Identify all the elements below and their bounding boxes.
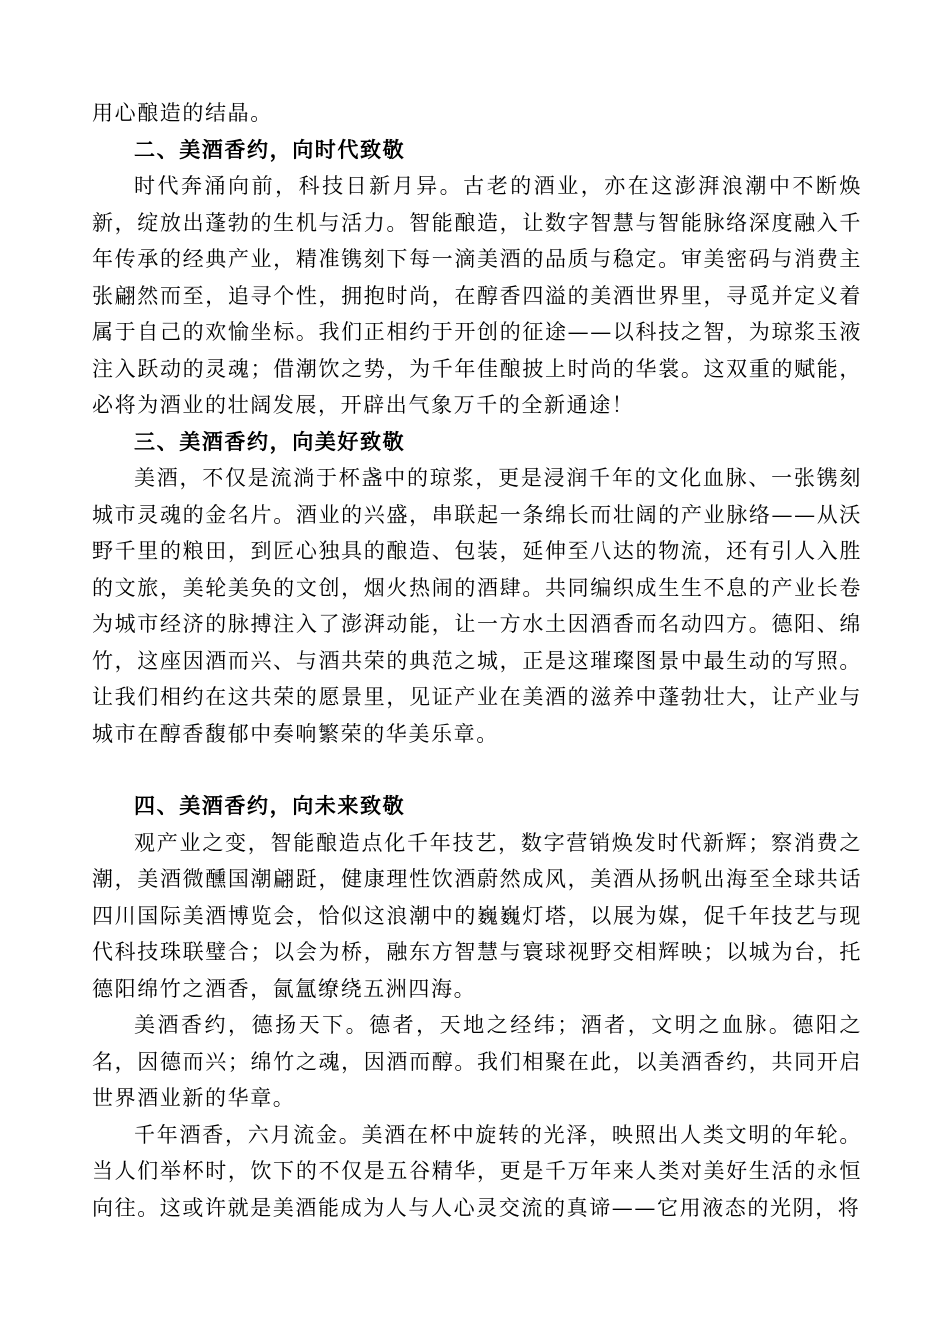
section-2-paragraph: 时代奔涌向前，科技日新月异。古老的酒业，亦在这澎湃浪潮中不断焕新，绽放出蓬勃的生机与活力。智能酿造，让数字智慧与智能脉络深度融入千年传承的经典产业，精准镌刻下每一滴美酒的品质与稳定。审美密码与消费主张翩然而至，追寻个性，拥抱时尚，在醇香四溢的美酒世界里，寻觅并定义着属于自己的欢愉坐标。我们正相约于开创的征途——以科技之智，为琼浆玉液注入跃动的灵魂；借潮饮之势，为千年佳酿披上时尚的华裳。这双重的赋能，必将为酒业的壮阔发展，开辟出气象万千的全新通途！ bbox=[92, 174, 862, 417]
document-body bbox=[92, 95, 862, 1226]
section-4-heading: 四、美酒香约，向未来致敬 bbox=[134, 794, 406, 818]
section-4-paragraph-1: 观产业之变，智能酿造点化千年技艺，数字营销焕发时代新辉；察消费之潮，美酒微醺国潮翩跹，健康理性饮酒蔚然成风，美酒从扬帆出海至全球共话四川国际美酒博览会，恰似这浪潮中的巍巍灯塔，以展为媒，促千年技艺与现代科技珠联璧合；以会为桥，融东方智慧与寰球视野交相辉映；以城为台，托德阳绵竹之酒香，氤氲缭绕五洲四海。 bbox=[92, 830, 862, 1001]
intro-paragraph-tail: 用心酿造的结晶。 bbox=[92, 101, 273, 125]
blank-line bbox=[92, 752, 862, 788]
section-4-paragraph-2: 美酒香约，德扬天下。德者，天地之经纬；酒者，文明之血脉。德阳之名，因德而兴；绵竹之魂，因酒而醇。我们相聚在此，以美酒香约，共同开启世界酒业新的华章。 bbox=[92, 1013, 862, 1110]
section-2-heading: 二、美酒香约，向时代致敬 bbox=[134, 137, 406, 162]
section-3-heading: 三、美酒香约，向美好致敬 bbox=[134, 429, 406, 454]
section-4-paragraph-3: 千年酒香，六月流金。美酒在杯中旋转的光泽，映照出人类文明的年轮。当人们举杯时，饮下的不仅是五谷精华，更是千万年来人类对美好生活的永恒向往。这或许就是美酒能成为人与人心灵交流的真谛——它用液态的光阴，将 bbox=[92, 1122, 862, 1220]
section-3-paragraph: 美酒，不仅是流淌于杯盏中的琼浆，更是浸润千年的文化血脉、一张镌刻城市灵魂的金名片。酒业的兴盛，串联起一条绵长而壮阔的产业脉络——从沃野千里的粮田，到匠心独具的酿造、包装，延伸至八达的物流，还有引人入胜的文旅，美轮美奂的文创，烟火热闹的酒肆。共同编织成生生不息的产业长卷为城市经济的脉搏注入了澎湃动能，让一方水土因酒香而名动四方。德阳、绵竹，这座因酒而兴、与酒共荣的典范之城，正是这璀璨图景中最生动的写照。让我们相约在这共荣的愿景里，见证产业在美酒的滋养中蓬勃壮大，让产业与城市在醇香馥郁中奏响繁荣的华美乐章。 bbox=[92, 466, 862, 746]
